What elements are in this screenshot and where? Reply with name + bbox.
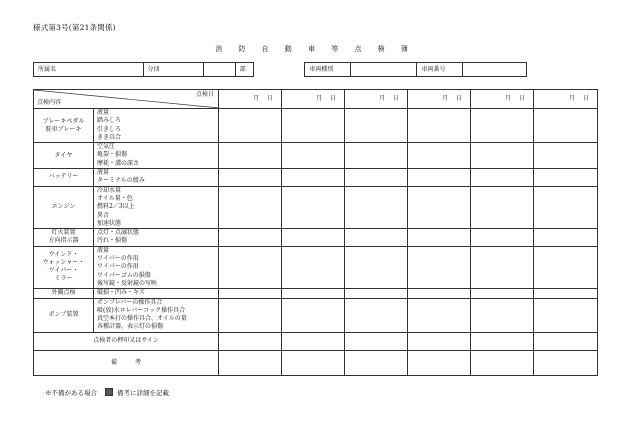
footnote xyxy=(45,388,169,397)
items-cell xyxy=(94,246,219,288)
inspection-item: きき具合 xyxy=(97,133,122,141)
inspection-item: 踏みしろ xyxy=(97,117,122,125)
inspection-item: 液量 xyxy=(97,109,110,116)
check-cell[interactable] xyxy=(282,109,345,143)
footnote-prefix: ※不備がある場合 xyxy=(45,389,97,397)
check-cell[interactable] xyxy=(408,298,471,332)
date-cell-3[interactable]: 月 日 xyxy=(345,90,408,109)
inspector-cell[interactable] xyxy=(345,332,408,350)
remarks-cell[interactable] xyxy=(219,350,282,375)
check-cell[interactable] xyxy=(345,186,408,228)
check-cell[interactable] xyxy=(408,246,471,288)
check-cell[interactable] xyxy=(408,229,471,247)
check-cell[interactable] xyxy=(408,109,471,143)
check-cell[interactable] xyxy=(471,169,534,187)
inspection-item: 加速状態 xyxy=(97,219,122,227)
inspection-item: 異音 xyxy=(97,211,110,219)
inspection-item: 各種計器、表示灯の損傷 xyxy=(97,323,164,331)
category-label: ウインド・ xyxy=(48,251,79,259)
check-cell[interactable] xyxy=(282,229,345,247)
check-cell[interactable] xyxy=(219,109,282,143)
header-gap xyxy=(254,63,305,77)
inspection-row xyxy=(34,109,598,143)
inspection-row xyxy=(34,169,598,187)
check-cell[interactable] xyxy=(282,143,345,169)
date-cell-1[interactable]: 月 日 xyxy=(219,90,282,109)
inspection-item: ワイパーの作用 xyxy=(97,255,139,263)
items-cell xyxy=(94,143,219,169)
category-label: 方向指示器 xyxy=(48,237,79,245)
inspection-item: 真空本打の操作具合、オイルの量 xyxy=(97,315,187,323)
inspector-cell[interactable] xyxy=(282,332,345,350)
check-cell[interactable] xyxy=(471,229,534,247)
form-number: 様式第3号(第21条関係) xyxy=(33,23,116,32)
inspection-item: 燃料2／3以上 xyxy=(97,203,135,211)
footnote-suffix: 備考に詳細を記載 xyxy=(117,389,169,397)
items-cell xyxy=(94,289,219,298)
items-cell xyxy=(94,169,219,187)
category-cell xyxy=(34,143,94,169)
inspection-item: 摩耗・溝の深さ xyxy=(97,159,140,167)
inspection-grid xyxy=(33,89,598,376)
inspection-item: 空気圧 xyxy=(97,143,116,151)
date-cell-4[interactable]: 月 日 xyxy=(408,90,471,109)
category-cell xyxy=(34,298,94,332)
category-label: ミラー xyxy=(54,275,73,283)
vehicle-number-label: 車両番号 xyxy=(417,63,463,77)
inspection-item: 後写鏡・反射鏡の写映 xyxy=(97,279,158,287)
header-table xyxy=(33,62,527,77)
check-cell[interactable] xyxy=(471,246,534,288)
category-label: エンジン xyxy=(51,203,76,211)
inspection-rows xyxy=(34,109,598,333)
items-cell xyxy=(94,229,219,247)
category-cell xyxy=(34,229,94,247)
remarks-label: 備 考 xyxy=(34,350,219,375)
category-cell xyxy=(34,246,94,288)
category-label: タイヤ xyxy=(54,151,73,159)
check-cell[interactable] xyxy=(471,143,534,169)
check-cell[interactable] xyxy=(219,229,282,247)
remarks-cell[interactable] xyxy=(534,350,598,375)
category-cell xyxy=(34,289,94,298)
inspection-item: ターミナルの緩み xyxy=(97,177,145,185)
check-cell[interactable] xyxy=(282,289,345,298)
check-cell[interactable] xyxy=(345,109,408,143)
category-label: ウォッシャー・ xyxy=(42,259,85,267)
check-cell[interactable] xyxy=(534,246,598,288)
check-cell[interactable] xyxy=(345,229,408,247)
vehicle-type-label: 車両種別 xyxy=(305,63,351,77)
check-cell[interactable] xyxy=(471,289,534,298)
check-cell[interactable] xyxy=(534,298,598,332)
check-cell[interactable] xyxy=(534,186,598,228)
inspection-row xyxy=(34,298,598,332)
inspection-item: 亀裂・損傷 xyxy=(97,151,128,159)
category-label: 外観点検 xyxy=(51,289,76,297)
inspection-item: 冷却水量 xyxy=(97,186,122,194)
inspector-row xyxy=(34,332,598,350)
remarks-row xyxy=(34,350,598,375)
inspector-cell[interactable] xyxy=(471,332,534,350)
check-cell[interactable] xyxy=(345,246,408,288)
date-header-row xyxy=(34,90,598,109)
remarks-cell[interactable] xyxy=(282,350,345,375)
check-cell[interactable] xyxy=(534,229,598,247)
checkbox-icon xyxy=(105,388,113,396)
unit-label: 部 xyxy=(235,63,254,77)
inspection-date-label: 点検日 xyxy=(195,91,214,98)
check-cell[interactable] xyxy=(534,143,598,169)
vehicle-number-field[interactable] xyxy=(463,63,527,77)
diagonal-line xyxy=(34,90,218,108)
category-label: ワイパー・ xyxy=(48,267,79,275)
inspector-cell[interactable] xyxy=(534,332,598,350)
category-cell xyxy=(34,109,94,143)
inspection-item: ワイパーの作用 xyxy=(97,263,139,271)
branch-field[interactable] xyxy=(204,63,236,77)
inspection-content-label: 点検内容 xyxy=(37,99,62,106)
inspection-row xyxy=(34,289,598,298)
check-cell[interactable] xyxy=(282,169,345,187)
inspection-row xyxy=(34,143,598,169)
remarks-cell[interactable] xyxy=(345,350,408,375)
items-cell xyxy=(94,298,219,332)
inspection-item: 点灯・点滅状態 xyxy=(97,229,140,237)
inspection-row xyxy=(34,229,598,247)
inspection-item: 汚れ・損傷 xyxy=(97,237,128,245)
category-label: バッテリー xyxy=(48,173,79,181)
check-cell[interactable] xyxy=(408,143,471,169)
date-cell-2[interactable]: 月 日 xyxy=(282,90,345,109)
check-cell[interactable] xyxy=(282,298,345,332)
inspection-row xyxy=(34,186,598,228)
form-title: 消 防 自 動 車 等 点 検 簿 xyxy=(215,45,415,53)
items-cell xyxy=(94,109,219,143)
inspection-item: ポンプレバーの操作具合 xyxy=(97,298,163,306)
diagonal-header-cell xyxy=(34,90,219,109)
check-cell[interactable] xyxy=(219,289,282,298)
inspection-item: オイル量・色 xyxy=(97,194,133,202)
check-cell[interactable] xyxy=(282,246,345,288)
vehicle-type-field[interactable] xyxy=(351,63,417,77)
category-label: 駐車ブレーキ xyxy=(45,125,82,133)
category-cell xyxy=(34,186,94,228)
inspection-item: ワイパーゴムの損傷 xyxy=(97,271,151,279)
check-cell[interactable] xyxy=(408,289,471,298)
check-cell[interactable] xyxy=(534,109,598,143)
inspection-item: 引きしろ xyxy=(97,125,122,133)
inspector-label: 点検者の押印又はサイン xyxy=(34,332,219,350)
items-cell xyxy=(94,186,219,228)
check-cell[interactable] xyxy=(219,143,282,169)
category-label: 灯火装置 xyxy=(51,229,76,237)
branch-label: 分団 xyxy=(143,63,203,77)
affiliation-label: 所属名 xyxy=(34,63,144,77)
check-cell[interactable] xyxy=(219,186,282,228)
check-cell[interactable] xyxy=(345,289,408,298)
category-label: ブレーキペダル xyxy=(42,117,85,125)
check-cell[interactable] xyxy=(471,298,534,332)
check-cell[interactable] xyxy=(219,298,282,332)
date-cell-6[interactable]: 月 日 xyxy=(534,90,598,109)
check-cell[interactable] xyxy=(219,246,282,288)
category-cell xyxy=(34,169,94,187)
check-cell[interactable] xyxy=(282,186,345,228)
remarks-cell[interactable] xyxy=(471,350,534,375)
check-cell[interactable] xyxy=(471,186,534,228)
inspection-item: 吸(放)水ロレバーコック操作具合 xyxy=(97,306,186,314)
check-cell[interactable] xyxy=(471,109,534,143)
check-cell[interactable] xyxy=(345,169,408,187)
check-cell[interactable] xyxy=(534,169,598,187)
inspection-item: 液量 xyxy=(97,246,110,254)
inspection-row xyxy=(34,246,598,288)
check-cell[interactable] xyxy=(219,169,282,187)
check-cell[interactable] xyxy=(345,298,408,332)
check-cell[interactable] xyxy=(408,169,471,187)
category-label: ポンプ装置 xyxy=(48,311,79,319)
inspection-item: 液量 xyxy=(97,169,110,177)
check-cell[interactable] xyxy=(534,289,598,298)
inspector-cell[interactable] xyxy=(408,332,471,350)
inspection-item: 破損・凹み・キズ xyxy=(97,289,145,297)
remarks-cell[interactable] xyxy=(408,350,471,375)
check-cell[interactable] xyxy=(345,143,408,169)
date-cell-5[interactable]: 月 日 xyxy=(471,90,534,109)
inspector-cell[interactable] xyxy=(219,332,282,350)
check-cell[interactable] xyxy=(408,186,471,228)
